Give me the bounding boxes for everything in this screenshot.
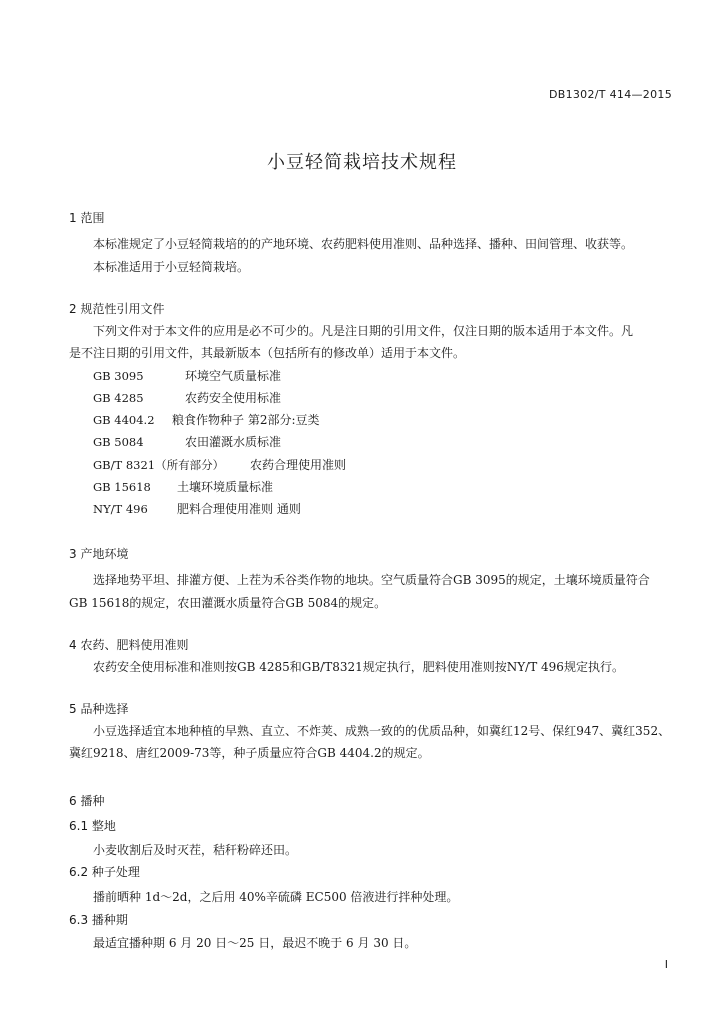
subsection-6-3-text: 最适宜播种期 6 月 20 日～25 日，最迟不晚于 6 月 30 日。 <box>93 936 417 950</box>
section-6-heading: 6 播种 <box>69 794 105 808</box>
reference-code: GB 4404.2 <box>93 413 155 427</box>
section-3-paragraph-line-1: 选择地势平坦、排灌方便、上茬为禾谷类作物的地块。空气质量符合GB 3095的规定，土壤环境质量符合 <box>93 573 650 587</box>
page-number: I <box>664 958 668 971</box>
reference-name: 土壤环境质量标准 <box>177 480 274 494</box>
subsection-6-2-text: 播前晒种 1d～2d，之后用 40%辛硫磷 EC500 倍液进行拌种处理。 <box>93 890 459 904</box>
reference-code: GB 3095 <box>93 369 144 383</box>
section-1-paragraph-1: 本标准规定了小豆轻简栽培的的产地环境、农药肥料使用准则、品种选择、播种、田间管理、收获等。 <box>93 237 634 251</box>
reference-code: NY/T 496 <box>93 502 148 516</box>
reference-name: 肥料合理使用准则 通则 <box>177 502 301 516</box>
reference-name: 农田灌溉水质标准 <box>185 435 282 449</box>
section-2-heading: 2 规范性引用文件 <box>69 302 165 316</box>
reference-code: GB/T 8321（所有部分） <box>93 458 225 472</box>
reference-name: 环境空气质量标准 <box>185 369 282 383</box>
subsection-6-2-heading: 6.2 种子处理 <box>69 865 140 879</box>
document-code: DB1302/T 414—2015 <box>548 88 672 101</box>
subsection-6-1-text: 小麦收割后及时灭茬，秸秆粉碎还田。 <box>93 843 298 857</box>
section-2-paragraph-line-2: 是不注日期的引用文件，其最新版本（包括所有的修改单）适用于本文件。 <box>69 346 466 360</box>
subsection-6-1-heading: 6.1 整地 <box>69 819 116 833</box>
section-3-heading: 3 产地环境 <box>69 547 129 561</box>
section-1-heading: 1 范围 <box>69 211 105 225</box>
reference-code: GB 4285 <box>93 391 144 405</box>
reference-name: 粮食作物种子 第2部分:豆类 <box>172 413 320 427</box>
subsection-6-3-heading: 6.3 播种期 <box>69 913 128 927</box>
section-5-heading: 5 品种选择 <box>69 702 129 716</box>
section-5-paragraph-line-1: 小豆选择适宜本地种植的早熟、直立、不炸荚、成熟一致的的优质品种，如冀红12号、保红947、冀红352、 <box>93 724 671 738</box>
reference-code: GB 5084 <box>93 435 144 449</box>
section-3-paragraph-line-2: GB 15618的规定，农田灌溉水质量符合GB 5084的规定。 <box>69 596 387 610</box>
section-5-paragraph-line-2: 冀红9218、唐红2009-73等，种子质量应符合GB 4404.2的规定。 <box>69 746 430 760</box>
section-2-paragraph-line-1: 下列文件对于本文件的应用是必不可少的。凡是注日期的引用文件，仅注日期的版本适用于本文件。凡 <box>93 324 634 338</box>
page-title: 小豆轻简栽培技术规程 <box>267 152 457 173</box>
reference-code: GB 15618 <box>93 480 151 494</box>
section-4-heading: 4 农药、肥料使用准则 <box>69 638 189 652</box>
reference-name: 农药安全使用标准 <box>185 391 282 405</box>
section-1-paragraph-2: 本标准适用于小豆轻简栽培。 <box>93 260 250 274</box>
section-4-paragraph: 农药安全使用标准和准则按GB 4285和GB/T8321规定执行，肥料使用准则按NY/T 496规定执行。 <box>93 660 624 674</box>
reference-name: 农药合理使用准则 <box>250 458 347 472</box>
